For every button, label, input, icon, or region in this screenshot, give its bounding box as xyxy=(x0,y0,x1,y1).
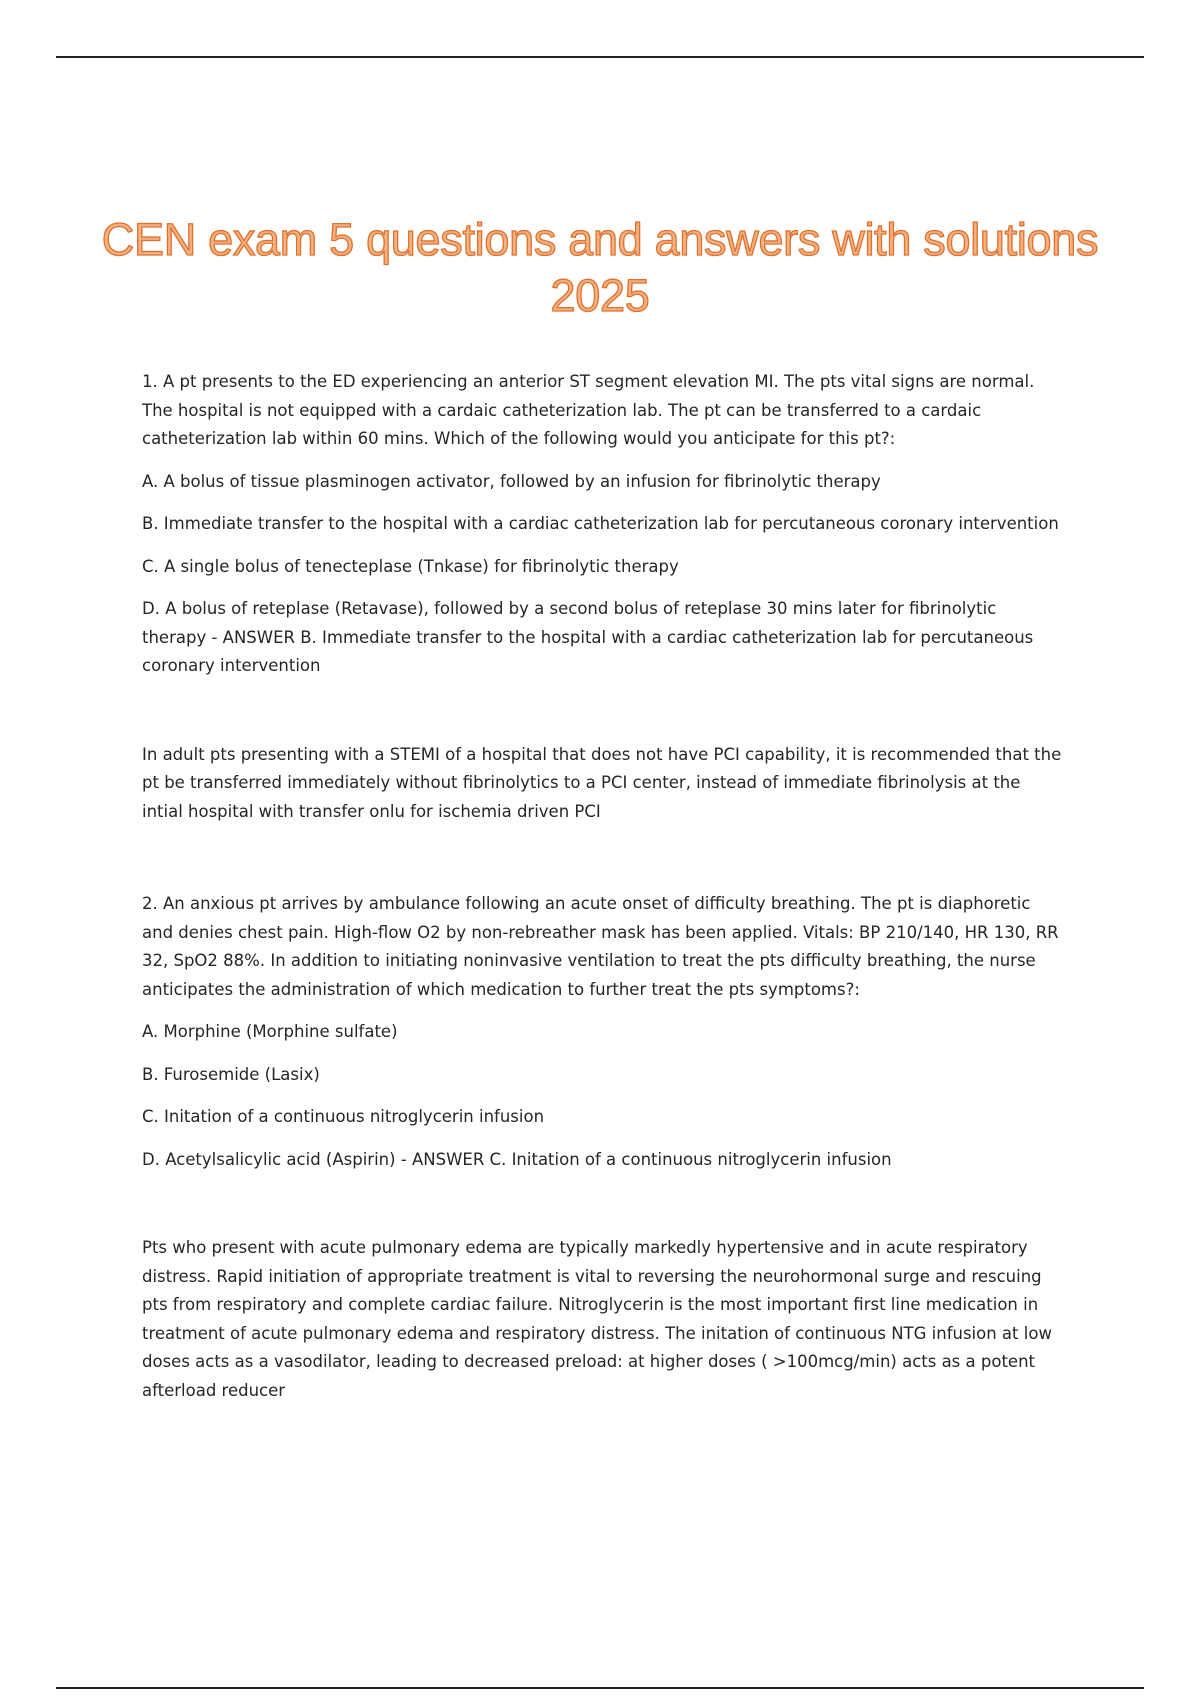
question-1-stem: 1. A pt presents to the ED experiencing an anterior ST segment elevation MI. The pts vital signs are normal. The hospital is not equipped with a cardaic catheterization lab. The pt can be transferred to a cardaic catheterization lab within 60 mins. Which of the following would you anticipate for this pt?: xyxy=(142,372,1035,448)
question-1-option-c: C. A single bolus of tenecteplase (Tnkase) for fibrinolytic therapy xyxy=(142,556,679,576)
question-2-option-b: B. Furosemide (Lasix) xyxy=(142,1064,320,1084)
question-1-option-d-answer: D. A bolus of reteplase (Retavase), followed by a second bolus of reteplase 30 mins later for fibrinolytic therapy - ANSWER B. Immediate transfer to the hospital with a cardiac catheterization lab for percutaneous coronary intervention xyxy=(142,599,1034,675)
top-divider xyxy=(56,56,1144,58)
question-2-stem: 2. An anxious pt arrives by ambulance following an acute onset of difficulty breathing. The pt is diaphoretic and denies chest pain. High-flow O2 by non-rebreather mask has been applied. Vitals: BP 210/140, HR 130, RR 32, SpO2 88%. In addition to initiating noninvasive ventilation to treat the pts difficulty breathing, the nurse anticipates the administration of which medication to further treat the pts symptoms?: xyxy=(142,894,1059,999)
document-title: CEN exam 5 questions and answers with solutions 2025 xyxy=(101,214,1099,321)
question-1-explanation: In adult pts presenting with a STEMI of a hospital that does not have PCI capability, it is recommended that the pt be transferred immediately without fibrinolytics to a PCI center, instead of immediate fibrinolysis at the intial hospital with transfer onlu for ischemia driven PCI xyxy=(142,744,1062,821)
question-2-option-c: C. Initation of a continuous nitroglycerin infusion xyxy=(142,1107,545,1126)
question-1-option-a: A. A bolus of tissue plasminogen activator, followed by an infusion for fibrinolytic therapy xyxy=(142,471,881,491)
question-2-option-a: A. Morphine (Morphine sulfate) xyxy=(142,1022,398,1041)
bottom-divider xyxy=(56,1687,1144,1689)
question-2-option-d-answer: D. Acetylsalicylic acid (Aspirin) - ANSWER C. Initation of a continuous nitroglycerin infusion xyxy=(142,1149,892,1169)
question-2-explanation: Pts who present with acute pulmonary edema are typically markedly hypertensive and in acute respiratory distress. Rapid initiation of appropriate treatment is vital to reversing the neurohormonal surge and rescuing pts from respiratory and complete cardiac failure. Nitroglycerin is the most important first line medication in treatment of acute pulmonary edema and respiratory distress. The initation of continuous NTG infusion at low doses acts as a vasodilator, leading to decreased preload: at higher doses ( >100mcg/min) acts as a potent afterload reducer xyxy=(142,1238,1052,1400)
document-body xyxy=(142,368,1062,1419)
question-1-option-b: B. Immediate transfer to the hospital with a cardiac catheterization lab for percutaneous coronary intervention xyxy=(142,514,1059,533)
